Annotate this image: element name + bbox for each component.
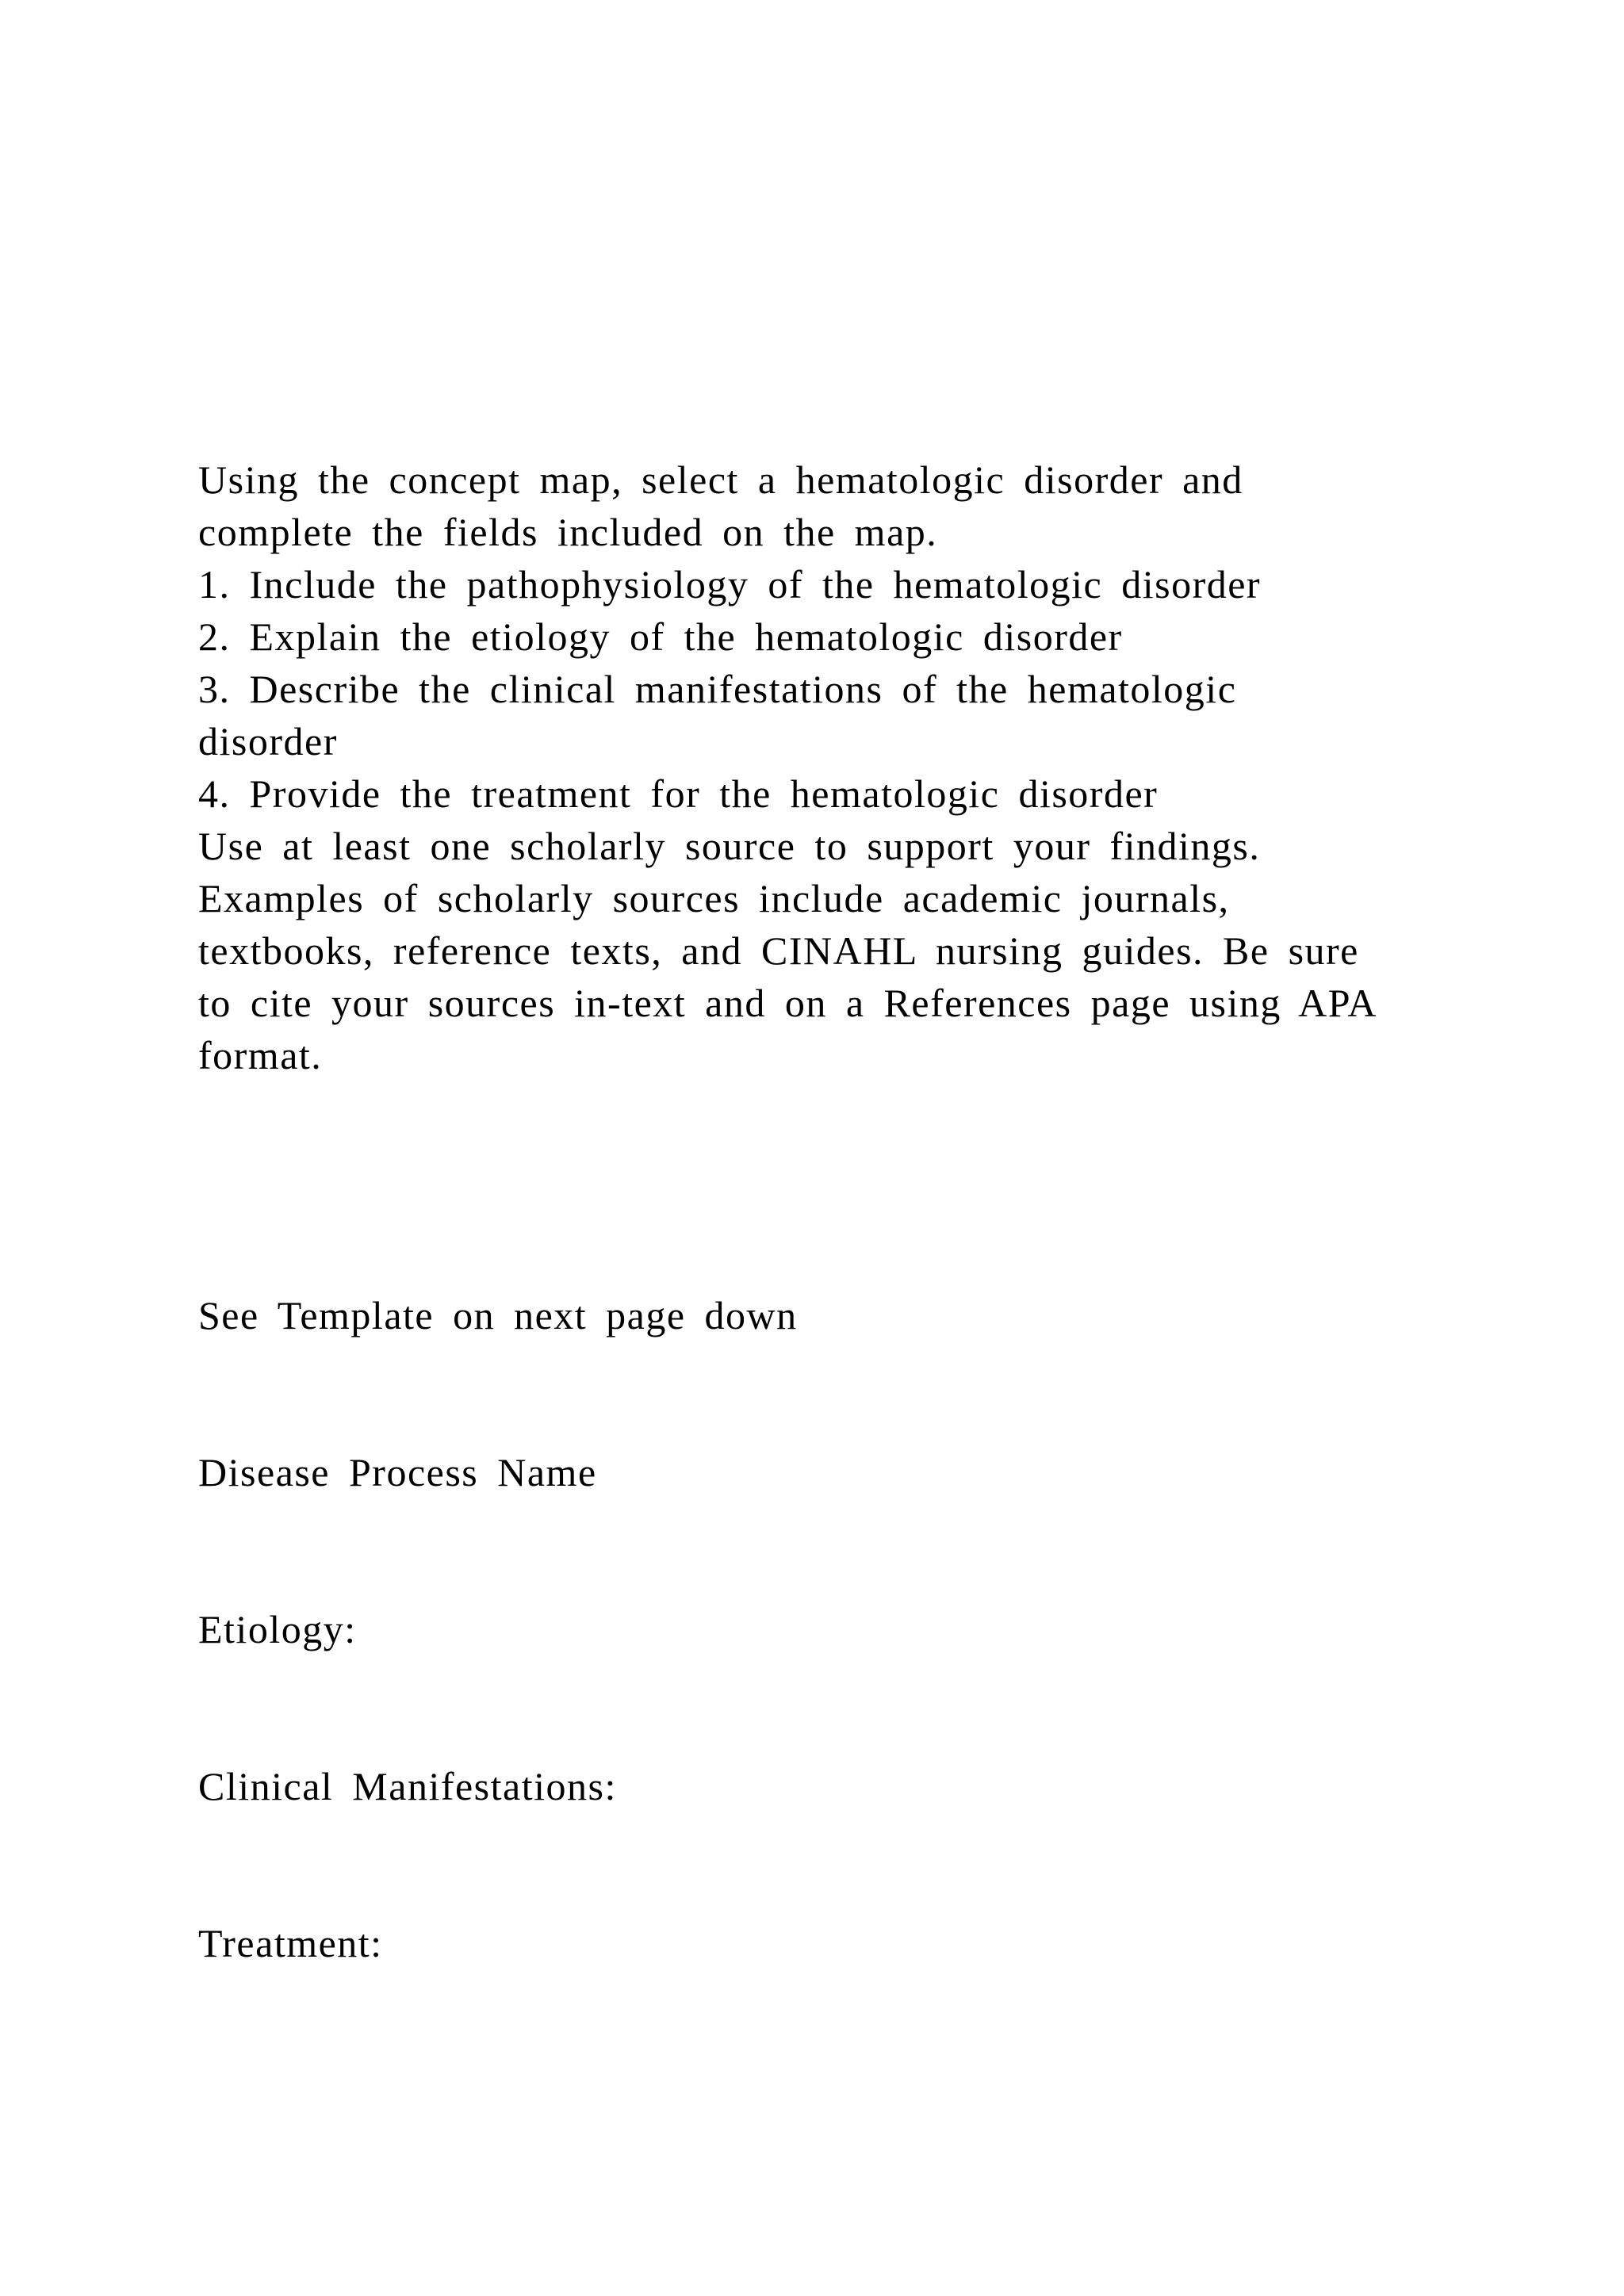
instructions-block — [198, 453, 1467, 1081]
field-label-treatment: Treatment: — [198, 1921, 383, 1965]
template-note-text: See Template on next page down — [198, 1293, 798, 1337]
template-field-disease-process-name — [198, 1446, 1467, 1498]
instructions-source-line: textbooks, reference texts, and CINAHL nursing guides. Be sure — [198, 928, 1359, 973]
template-field-clinical-manifestations — [198, 1760, 1467, 1812]
template-field-treatment — [198, 1917, 1467, 1969]
instructions-item-etiology: 2. Explain the etiology of the hematologic disorder — [198, 614, 1123, 659]
instructions-item-clinical-manifestations-cont: disorder — [198, 719, 338, 763]
template-note — [198, 1289, 1467, 1341]
instructions-intro-line: complete the fields included on the map. — [198, 510, 938, 554]
instructions-source-line: to cite your sources in-text and on a References page using APA — [198, 981, 1378, 1025]
instructions-intro-line: Using the concept map, select a hematologic disorder and — [198, 457, 1243, 502]
instructions-source-line: format. — [198, 1033, 323, 1077]
instructions-source-line: Use at least one scholarly source to support your findings. — [198, 824, 1261, 868]
instructions-item-treatment: 4. Provide the treatment for the hematologic disorder — [198, 771, 1159, 816]
instructions-item-clinical-manifestations: 3. Describe the clinical manifestations of the hematologic — [198, 667, 1237, 711]
field-label-etiology: Etiology: — [198, 1607, 357, 1651]
instructions-item-pathophysiology: 1. Include the pathophysiology of the hematologic disorder — [198, 562, 1262, 607]
field-label-disease-process-name: Disease Process Name — [198, 1450, 597, 1494]
template-field-etiology — [198, 1603, 1467, 1655]
instructions-source-line: Examples of scholarly sources include academic journals, — [198, 876, 1230, 920]
field-label-clinical-manifestations: Clinical Manifestations: — [198, 1764, 617, 1808]
